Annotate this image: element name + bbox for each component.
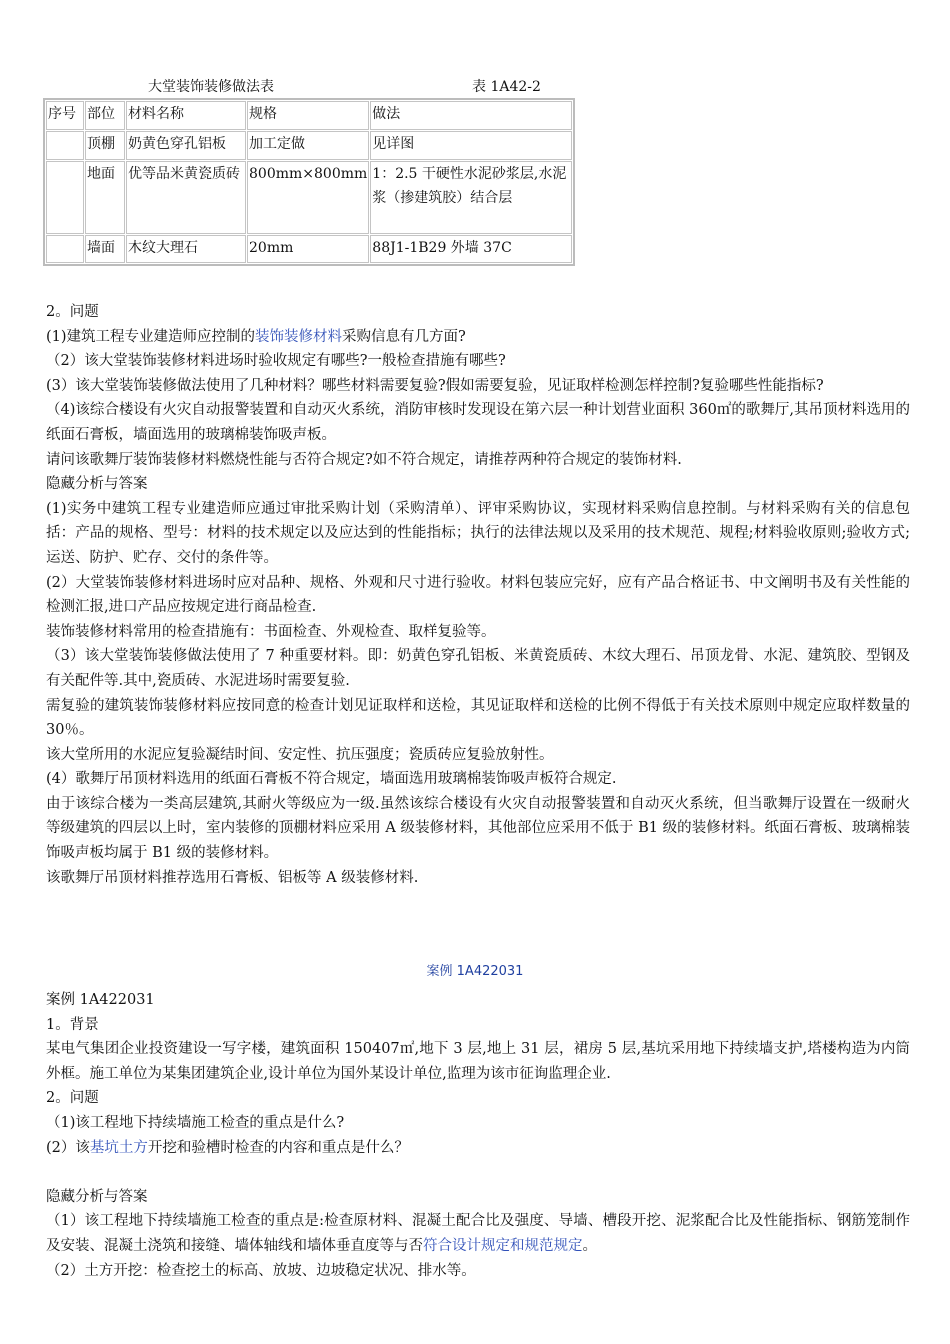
decoration-table bbox=[43, 98, 575, 266]
table-cell: 奶黄色穿孔铝板 bbox=[126, 131, 246, 160]
table-caption-title: 大堂装饰装修做法表 bbox=[148, 79, 274, 95]
question-3: (3）该大堂装饰装修做法使用了几种材料？哪些材料需要复验?假如需要复验，见证取样检测怎样控制?复验哪些性能指标? bbox=[46, 377, 824, 394]
table-cell: 见详图 bbox=[370, 131, 572, 160]
table-row bbox=[46, 131, 572, 160]
table-cell: 顶棚 bbox=[85, 131, 125, 160]
question-1: (1)建筑工程专业建造师应控制的装饰装修材料采购信息有几方面? bbox=[46, 328, 466, 345]
case-questions-heading: 2。问题 bbox=[46, 1090, 99, 1107]
case-answers-heading: 隐藏分析与答案 bbox=[46, 1188, 148, 1205]
table-row bbox=[46, 161, 572, 234]
answers-heading: 隐藏分析与答案 bbox=[46, 476, 148, 493]
table-cell: 地面 bbox=[85, 161, 125, 234]
table-cell: 优等品米黄瓷质砖 bbox=[126, 161, 246, 234]
table-cell: 木纹大理石 bbox=[126, 235, 246, 263]
table-cell: 88J1-1B29 外墙 37C bbox=[370, 235, 572, 263]
answer-2-follow: 装饰装修材料常用的检查措施有：书面检查、外观检查、取样复验等。 bbox=[46, 623, 496, 640]
case-question-2: (2）该基坑土方开挖和验槽时检查的内容和重点是什么？ bbox=[46, 1139, 409, 1156]
table-cell bbox=[46, 131, 84, 160]
table-header-row bbox=[46, 101, 572, 130]
case-section bbox=[46, 988, 910, 1283]
question-4-follow: 请问该歌舞厅装饰装修材料燃烧性能与否符合规定?如不符合规定，请推荐两种符合规定的装饰材料. bbox=[46, 451, 682, 468]
table-header-cell: 规格 bbox=[247, 101, 369, 130]
table-cell: 1：2.5 干硬性水泥砂浆层,水泥浆（掺建筑胶）结合层 bbox=[370, 161, 572, 234]
link-design-specs[interactable]: 符合设计规定和规范规定 bbox=[423, 1237, 583, 1254]
case-title-link[interactable]: 案例 1A422031 bbox=[426, 964, 524, 979]
case-label: 案例 1A422031 bbox=[46, 992, 155, 1008]
table-cell bbox=[46, 161, 84, 234]
question-4: （4)该综合楼设有火灾自动报警装置和自动灭火系统，消防审核时发现设在第六层一种计划营业面积 360㎡的歌舞厅,其吊顶材料选用的纸面石膏板，墙面选用的玻璃棉装饰吸声板。 bbox=[46, 402, 910, 443]
answer-3-follow-2: 该大堂所用的水泥应复验凝结时间、安定性、抗压强度；瓷质砖应复验放射性。 bbox=[46, 746, 554, 763]
table-header-cell: 材料名称 bbox=[126, 101, 246, 130]
case-answer-2: （2）土方开挖：检查挖土的标高、放坡、边坡稳定状况、排水等。 bbox=[46, 1262, 476, 1279]
table-caption-number: 表 1A42-2 bbox=[472, 79, 541, 95]
background-heading: 1。背景 bbox=[46, 1016, 99, 1033]
table-header-cell: 做法 bbox=[370, 101, 572, 130]
answer-4-follow: 由于该综合楼为一类高层建筑,其耐火等级应为一级.虽然该综合楼设有火灾自动报警装置和自动灭火系统，但当歌舞厅设置在一级耐火等级建筑的四层以上时，室内装修的顶棚材料应采用 A 级装修材料，其他部位应采用不低于 B1 级的装修材料。纸面石膏板、玻璃棉装饰吸声板均属于 B1 级的装修材料。 bbox=[46, 795, 910, 862]
table-cell: 800mm×800mm bbox=[247, 161, 369, 234]
link-decoration-materials[interactable]: 装饰装修材料 bbox=[255, 328, 343, 345]
answer-3: （3）该大堂装饰装修做法使用了 7 种重要材料。即：奶黄色穿孔铝板、米黄瓷质砖、木纹大理石、吊顶龙骨、水泥、建筑胶、型钢及有关配件等.其中,瓷质砖、水泥进场时需要复验. bbox=[46, 648, 910, 689]
answer-2: (2）大堂装饰装修材料进场时应对品种、规格、外观和尺寸进行验收。材料包装应完好，应有产品合格证书、中文阐明书及有关性能的检测汇报,进口产品应按规定进行商品检查. bbox=[46, 574, 910, 616]
question-2: （2）该大堂装饰装修材料进场时验收规定有哪些?一般检查措施有哪些? bbox=[46, 353, 506, 370]
table-header-cell: 部位 bbox=[85, 101, 125, 130]
questions-heading: 2。问题 bbox=[46, 304, 99, 320]
spacer bbox=[46, 1160, 910, 1185]
table-header-cell: 序号 bbox=[46, 101, 84, 130]
table-cell: 墙面 bbox=[85, 235, 125, 263]
background-text: 某电气集团企业投资建设一写字楼，建筑面积 150407㎡,地下 3 层,地上 31 层，裙房 5 层,基坑采用地下持续墙支护,塔楼构造为内筒外框。施工单位为某集团建筑企业,设计单位为国外某设计单位,监理为该市征询监理企业. bbox=[46, 1041, 910, 1082]
table-cell bbox=[46, 235, 84, 263]
answer-1: (1)实务中建筑工程专业建造师应通过审批采购计划（采购清单）、评审采购协议，实现材料采购信息控制。与材料采购有关的信息包括：产品的规格、型号：材料的技术规定以及应达到的性能指标；执行的法律法规以及采用的技术规范、规程;材料验收原则;验收方式;运送、防护、贮存、交付的条件等。 bbox=[46, 500, 910, 566]
link-foundation-earthwork[interactable]: 基坑土方 bbox=[89, 1139, 148, 1156]
table-cell: 20mm bbox=[247, 235, 369, 263]
answer-4-follow-2: 该歌舞厅吊顶材料推荐选用石膏板、铝板等 A 级装修材料. bbox=[46, 869, 419, 886]
table-cell: 加工定做 bbox=[247, 131, 369, 160]
answer-4: (4）歌舞厅吊顶材料选用的纸面石膏板不符合规定，墙面选用玻璃棉装饰吸声板符合规定. bbox=[46, 771, 617, 788]
section-questions-answers bbox=[46, 300, 910, 890]
case-question-1: （1)该工程地下持续墙施工检查的重点是什么? bbox=[46, 1114, 345, 1131]
table-row bbox=[46, 235, 572, 263]
case-answer-1: （1）该工程地下持续墙施工检查的重点是:检查原材料、混凝土配合比及强度、导墙、槽段开挖、泥浆配合比及性能指标、钢筋笼制作及安装、混凝土浇筑和接缝、墙体轴线和墙体垂直度等与否符合设计规定和规范规定。 bbox=[46, 1213, 910, 1254]
answer-3-follow: 需复验的建筑装饰装修材料应按同意的检查计划见证取样和送检，其见证取样和送检的比例不得低于有关技术原则中规定应取样数量的 30％。 bbox=[46, 697, 910, 739]
